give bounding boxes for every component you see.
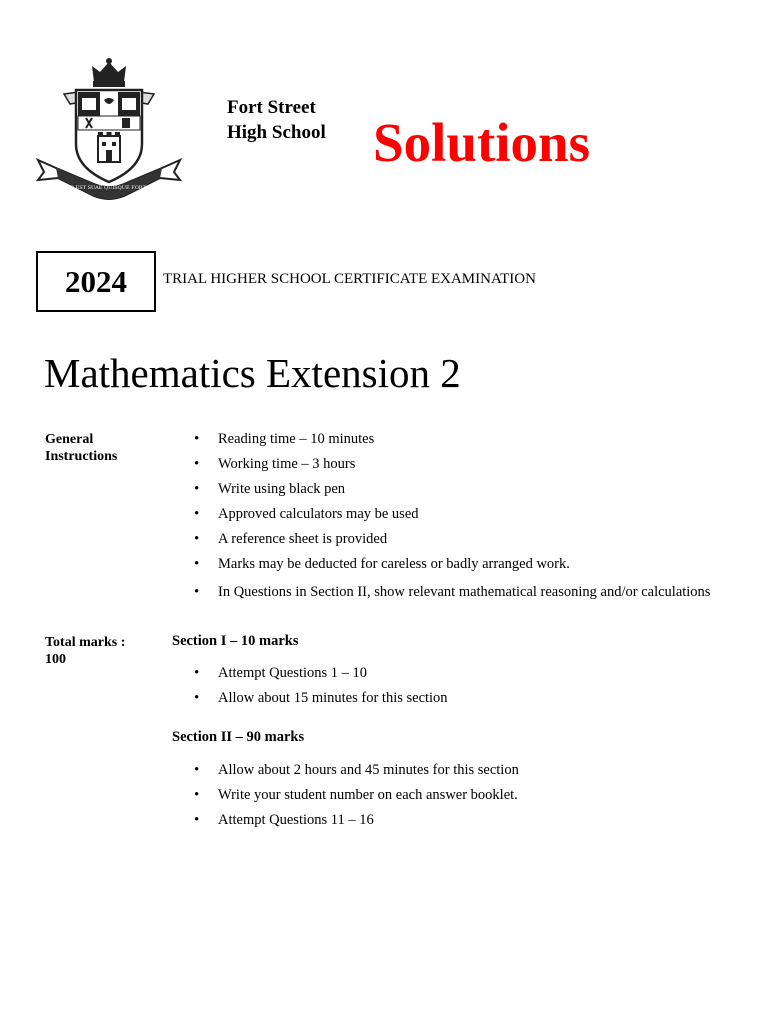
list-item: • Attempt Questions 1 – 10 [172, 665, 732, 682]
list-item: • Marks may be deducted for careless or badly arranged work. [172, 556, 732, 573]
svg-text:FABER EST SUAE QUISQUE FORTUNA: FABER EST SUAE QUISQUE FORTUNAE [56, 185, 162, 191]
svg-text:1849: 1849 [102, 173, 116, 179]
total-marks-label: Total marks : 100 [45, 635, 126, 667]
school-crest-logo [34, 56, 184, 202]
school-name-line1: Fort Street [227, 97, 316, 118]
school-name-line2: High School [227, 122, 326, 143]
solutions-title: Solutions [373, 112, 591, 173]
subject-title: Mathematics Extension 2 [44, 350, 461, 396]
exam-year-box [36, 251, 156, 312]
list-item: • Working time – 3 hours [172, 456, 732, 473]
section2-list [172, 762, 732, 829]
list-item: • Reading time – 10 minutes [172, 431, 732, 448]
list-item: • Write your student number on each answer booklet. [172, 787, 732, 804]
crown-icon [92, 58, 126, 87]
section1-heading: Section I – 10 marks [172, 633, 299, 649]
list-item: • Allow about 2 hours and 45 minutes for this section [172, 762, 732, 779]
list-item: • Approved calculators may be used [172, 506, 732, 523]
list-item: • Allow about 15 minutes for this section [172, 690, 732, 707]
list-item: • A reference sheet is provided [172, 531, 732, 548]
general-instructions-list [172, 431, 732, 601]
school-name [227, 95, 326, 145]
exam-year: 2024 [65, 263, 127, 299]
list-item: • In Questions in Section II, show relevant mathematical reasoning and/or calculations [172, 584, 732, 601]
section2-heading: Section II – 90 marks [172, 729, 305, 745]
castle-icon [98, 132, 120, 162]
general-instructions-label: General Instructions [45, 432, 118, 464]
exam-type: TRIAL HIGHER SCHOOL CERTIFICATE EXAMINATION [163, 271, 536, 287]
list-item: • Attempt Questions 11 – 16 [172, 812, 732, 829]
section1-list [172, 665, 732, 707]
list-item: • Write using black pen [172, 481, 732, 498]
